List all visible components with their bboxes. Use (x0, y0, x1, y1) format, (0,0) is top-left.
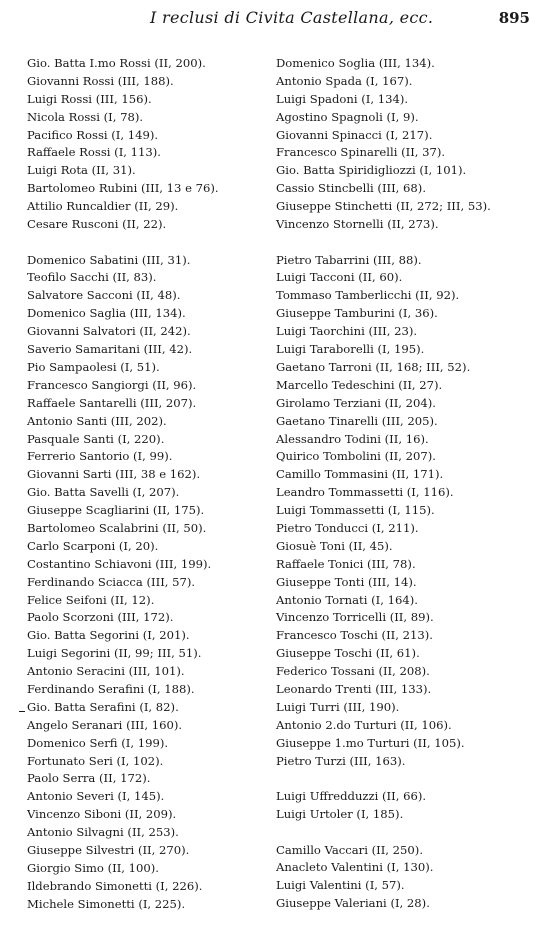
index-entry: Giuseppe Valeriani (I, 28). (276, 896, 430, 911)
index-entry: Girolamo Terziani (II, 204). (276, 395, 436, 410)
index-entry: Tommaso Tamberlicchi (II, 92). (276, 288, 460, 303)
index-entry: Teofilo Sacchi (II, 83). (27, 270, 157, 285)
index-entry: Raffaele Tonici (III, 78). (276, 556, 416, 571)
index-entry: Camillo Vaccari (II, 250). (276, 842, 424, 857)
index-entry: Luigi Urtoler (I, 185). (276, 807, 404, 821)
index-entry: Giosuè Toni (II, 45). (276, 538, 393, 553)
page-number: 895 (498, 9, 530, 27)
index-entry: Francesco Spinarelli (II, 37). (276, 145, 446, 160)
index-entry: Luigi Rossi (III, 156). (27, 91, 152, 106)
index-entry: Luigi Turri (III, 190). (276, 699, 400, 714)
page-header (0, 7, 550, 31)
index-entry: Raffaele Rossi (I, 113). (27, 145, 161, 160)
index-entry: Fortunato Seri (I, 102). (27, 753, 164, 768)
index-entry: Vincenzo Torricelli (II, 89). (276, 610, 434, 625)
index-entry: Domenico Serfi (I, 199). (27, 735, 169, 750)
index-entry: Pietro Tonducci (I, 211). (276, 520, 419, 535)
index-entry: Giovanni Salvatori (II, 242). (27, 324, 191, 339)
index-entry: Giuseppe Scagliarini (II, 175). (27, 503, 205, 518)
index-entry: Agostino Spagnoli (I, 9). (276, 109, 419, 124)
index-entry: Nicola Rossi (I, 78). (27, 109, 144, 124)
index-entry: Ferrerio Santorio (I, 99). (27, 449, 173, 464)
index-entry: Giuseppe Tamburini (I, 36). (276, 306, 438, 321)
index-entry: Antonio Silvagni (II, 253). (27, 825, 179, 840)
index-entry: Antonio Severi (I, 145). (27, 789, 165, 804)
index-entry: Luigi Valentini (I, 57). (276, 878, 405, 893)
index-entry: Camillo Tommasini (II, 171). (276, 467, 444, 482)
entry-group (276, 788, 546, 824)
index-entry: Pacifico Rossi (I, 149). (27, 127, 159, 142)
index-entry: Raffaele Santarelli (III, 207). (27, 395, 197, 410)
index-entry: Attilio Runcaldier (II, 29). (27, 199, 179, 214)
index-entry: Luigi Spadoni (I, 134). (276, 91, 409, 106)
index-entry: Pasquale Santi (I, 220). (27, 431, 165, 446)
index-entry: Bartolomeo Rubini (III, 13 e 76). (27, 181, 219, 196)
index-entry: Antonio 2.do Turturi (II, 106). (276, 717, 452, 732)
index-entry: Gio. Batta Segorini (I, 201). (27, 628, 190, 643)
index-entry: Vincenzo Stornelli (II, 273). (276, 217, 439, 232)
entry-group (27, 252, 272, 914)
index-entry: Giuseppe Silvestri (II, 270). (27, 842, 190, 857)
index-entry: Antonio Santi (III, 202). (27, 413, 167, 428)
index-entry: Gaetano Tarroni (II, 168; III, 52). (276, 359, 471, 374)
entry-group (276, 55, 546, 234)
index-entry: Luigi Uffredduzzi (II, 66). (276, 789, 427, 804)
index-entry: Giovanni Sarti (III, 38 e 162). (27, 467, 201, 482)
index-entry: Pietro Tabarrini (III, 88). (276, 252, 422, 267)
index-entry: Saverio Samaritani (III, 42). (27, 342, 193, 357)
index-entry: Ferdinando Serafini (I, 188). (27, 681, 195, 696)
index-entry: Marcello Tedeschini (II, 27). (276, 377, 443, 392)
index-entry: Giuseppe Stinchetti (II, 272; III, 53). (276, 199, 491, 214)
index-entry: Paolo Scorzoni (III, 172). (27, 610, 174, 625)
index-entry: Giovanni Spinacci (I, 217). (276, 127, 433, 142)
index-entry: Giovanni Rossi (III, 188). (27, 73, 174, 88)
index-entry: Federico Tossani (II, 208). (276, 664, 430, 679)
index-entry: Pio Sampaolesi (I, 51). (27, 359, 160, 374)
index-entry: Ildebrando Simonetti (I, 226). (27, 878, 203, 893)
index-entry: Anacleto Valentini (I, 130). (276, 860, 434, 875)
running-title: I reclusi di Civita Castellana, ecc. (150, 8, 434, 27)
index-entry: Giuseppe Tonti (III, 14). (276, 574, 417, 589)
index-entry: Luigi Tacconi (II, 60). (276, 270, 403, 285)
index-entry: Paolo Serra (II, 172). (27, 771, 151, 786)
index-entry: Cassio Stincbelli (III, 68). (276, 181, 427, 196)
index-entry: Vincenzo Siboni (II, 209). (27, 807, 177, 822)
index-entry: Ferdinando Sciacca (III, 57). (27, 574, 196, 589)
index-entry: Francesco Toschi (II, 213). (276, 628, 433, 643)
margin-dash (19, 711, 25, 712)
index-entry: Salvatore Sacconi (II, 48). (27, 288, 181, 303)
index-entry: Michele Simonetti (I, 225). (27, 896, 186, 911)
index-entry: Gaetano Tinarelli (III, 205). (276, 413, 438, 428)
index-entry: Pietro Turzi (III, 163). (276, 753, 406, 768)
index-entry: Quirico Tombolini (II, 207). (276, 449, 436, 464)
entry-group (276, 252, 546, 771)
index-entry: Luigi Segorini (II, 99; III, 51). (27, 646, 202, 661)
index-entry: Leonardo Trenti (III, 133). (276, 681, 432, 696)
index-entry: Cesare Rusconi (II, 22). (27, 217, 167, 232)
index-entry: Luigi Tommassetti (I, 115). (276, 503, 435, 518)
index-entry: Gio. Batta Spiridigliozzi (I, 101). (276, 163, 467, 178)
index-entry: Leandro Tommassetti (I, 116). (276, 485, 454, 500)
index-entry: Antonio Tornati (I, 164). (276, 592, 418, 607)
index-entry: Antonio Spada (I, 167). (276, 73, 413, 88)
right-column (276, 55, 546, 931)
index-entry: Giuseppe 1.mo Turturi (II, 105). (276, 735, 465, 750)
index-entry: Francesco Sangiorgi (II, 96). (27, 377, 197, 392)
index-entry: Angelo Seranari (III, 160). (27, 717, 183, 732)
index-entry: Luigi Taorchini (III, 23). (276, 324, 418, 339)
index-entry: Luigi Taraborelli (I, 195). (276, 342, 425, 357)
index-entry: Gio. Batta Savelli (I, 207). (27, 485, 180, 500)
index-entry: Giuseppe Toschi (II, 61). (276, 646, 420, 661)
index-entry: Alessandro Todini (II, 16). (276, 431, 429, 446)
entry-group (27, 55, 272, 234)
index-entry: Costantino Schiavoni (III, 199). (27, 556, 212, 571)
index-entry: Felice Seifoni (II, 12). (27, 592, 155, 607)
index-entry: Domenico Soglia (III, 134). (276, 56, 435, 70)
index-entry: Antonio Seracini (III, 101). (27, 664, 185, 679)
index-entry: Luigi Rota (II, 31). (27, 163, 136, 178)
index-entry: Gio. Batta I.mo Rossi (II, 200). (27, 56, 206, 70)
index-entry: Gio. Batta Serafini (I, 82). (27, 699, 179, 714)
left-column (27, 55, 272, 931)
entry-group (276, 842, 546, 914)
index-entry: Domenico Sabatini (III, 31). (27, 252, 191, 267)
index-entry: Domenico Saglia (III, 134). (27, 306, 186, 321)
index-entry: Giorgio Simo (II, 100). (27, 860, 159, 875)
index-entry: Carlo Scarponi (I, 20). (27, 538, 159, 553)
index-entry: Bartolomeo Scalabrini (II, 50). (27, 520, 207, 535)
